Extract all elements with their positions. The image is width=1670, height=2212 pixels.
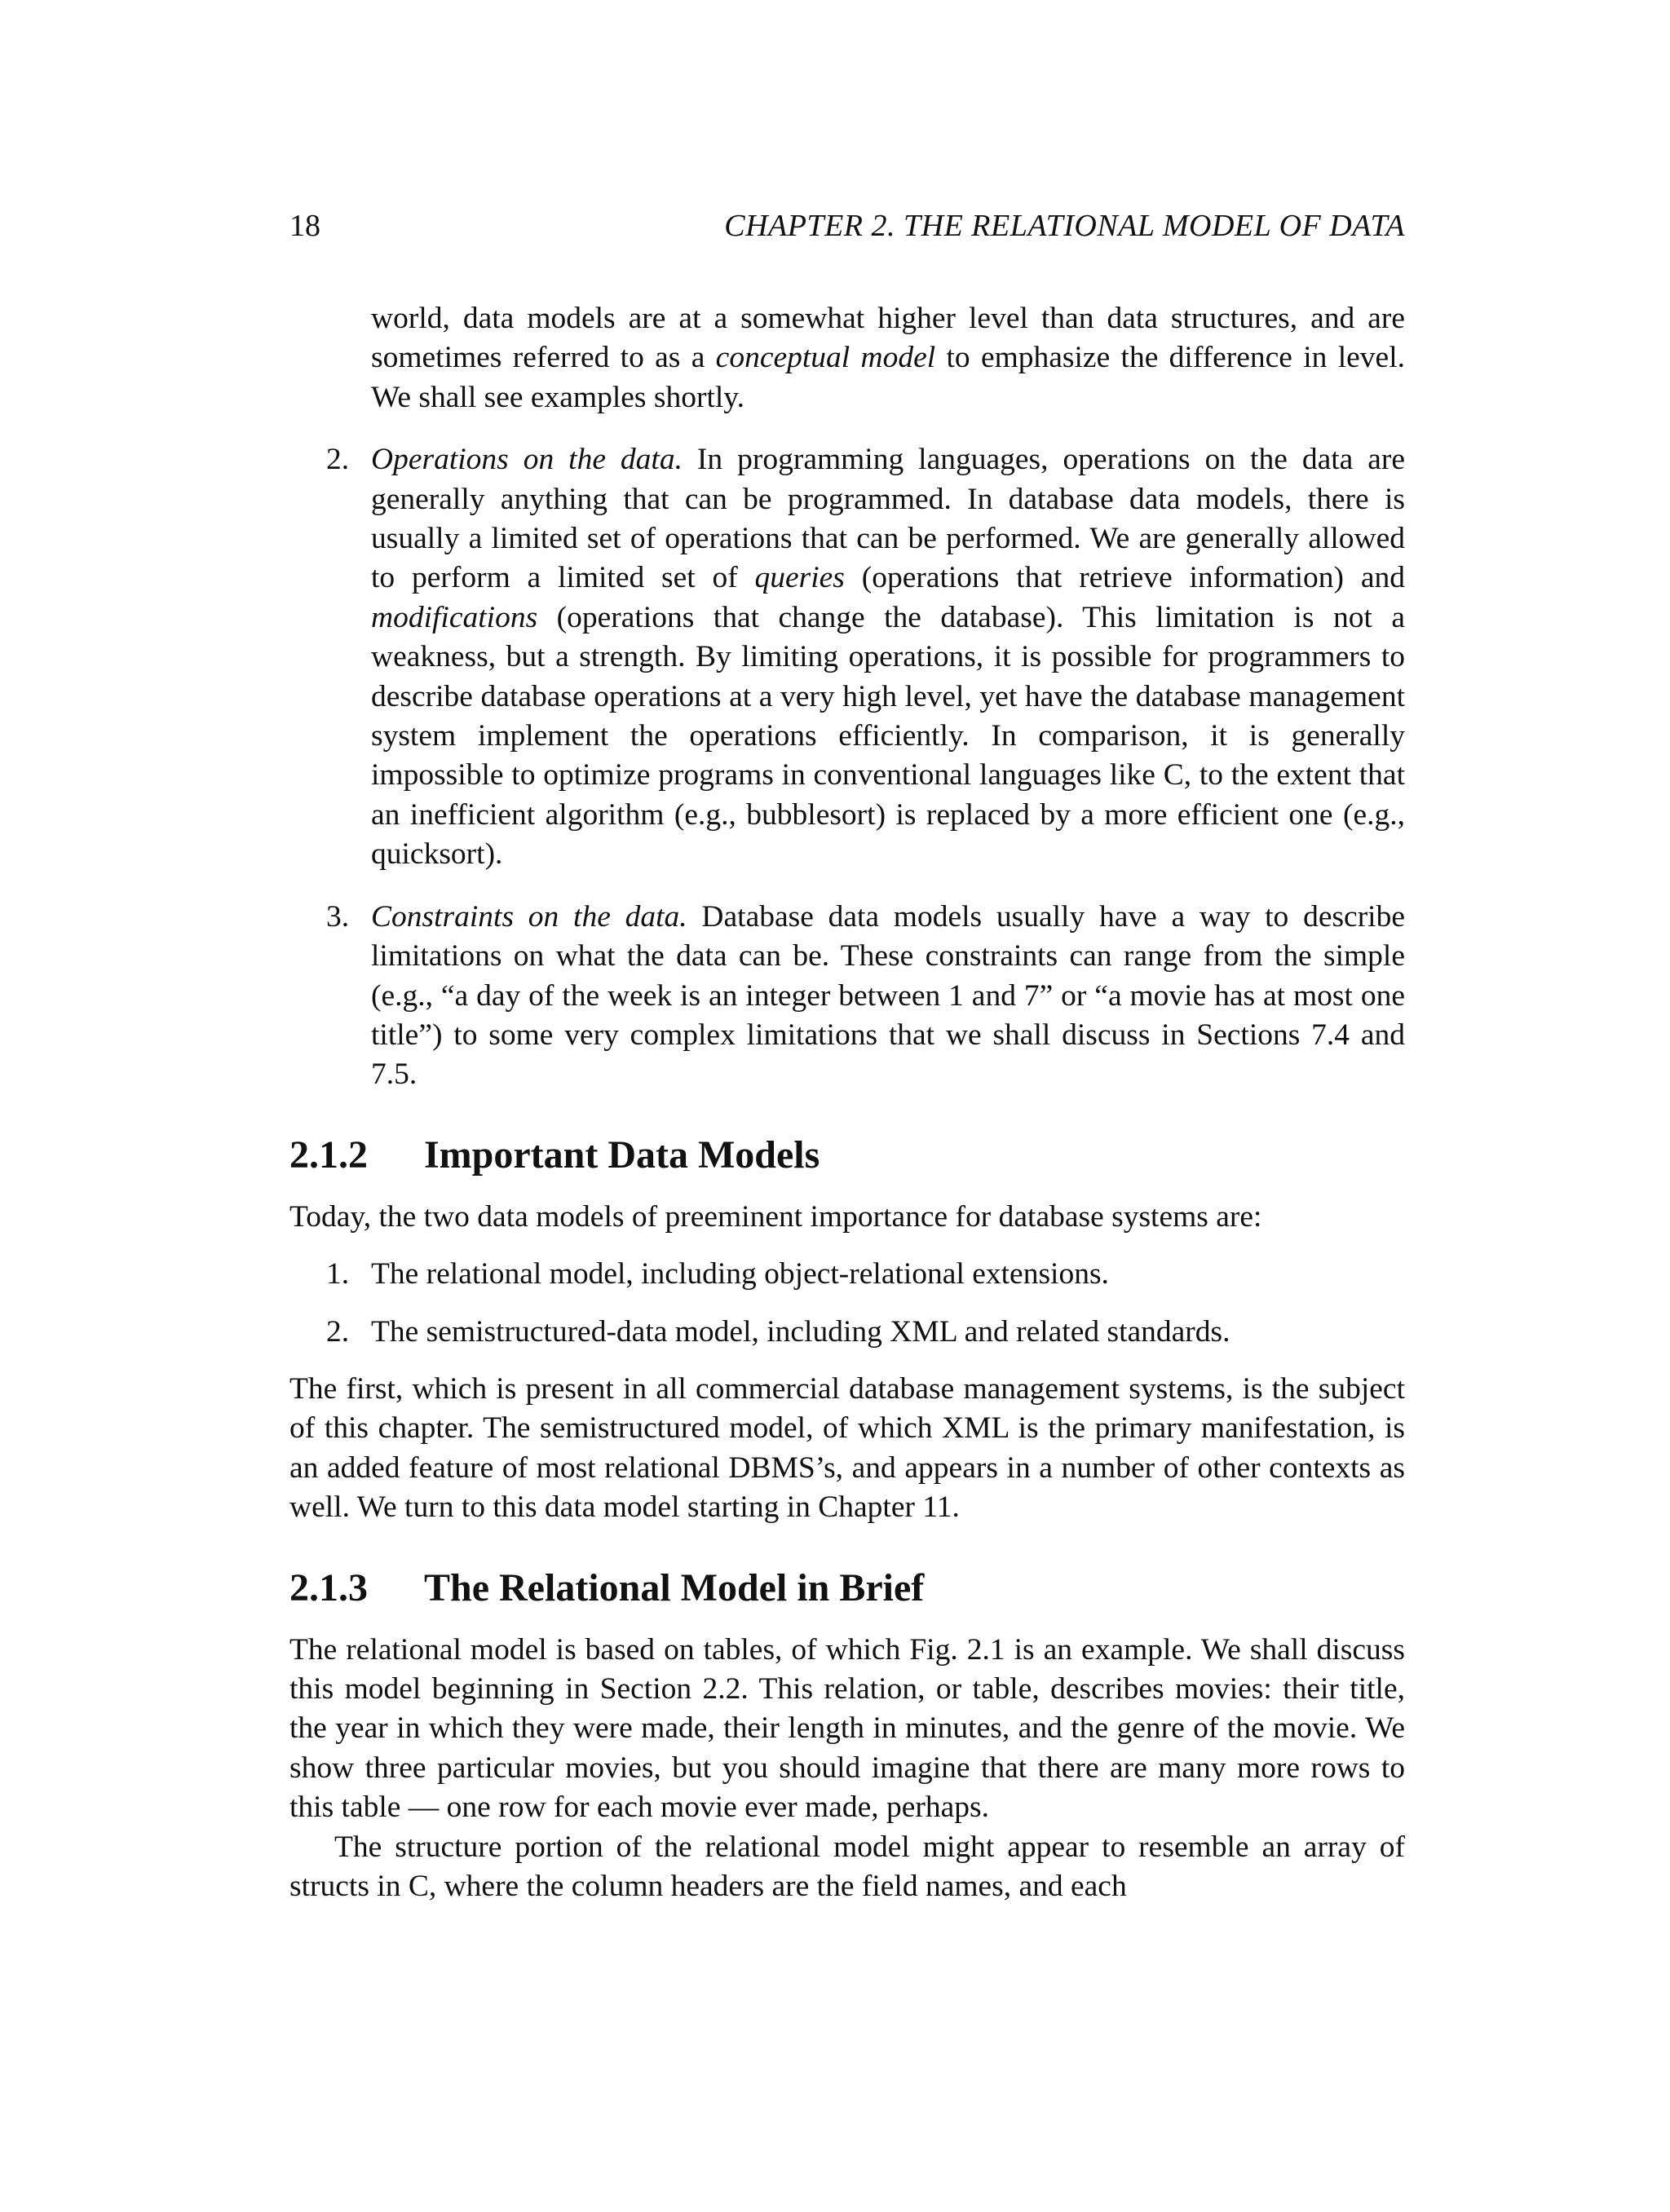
body-text (289, 299, 1405, 1906)
section-heading-2-1-3 (289, 1564, 1405, 1613)
paragraph: The first, which is present in all commercial database management systems, is the subject of this chapter. The semistructured model, of which XML is the primary manifestation, is an added feature of most relational DBMS’s, and appears in a number of other contexts as well. We turn to this data model starting in Chapter 11. (289, 1371, 1405, 1525)
list-item-title: Operations on the data. (371, 443, 683, 477)
list-number: 3. (326, 899, 350, 934)
text-run: In programming languages, operations on the data are generally anything that can be programmed. In database data models, there is usually a limited set of operations that can be performed. We are generally allowed to perform a limited set of (371, 443, 1405, 595)
list-item-text: The semistructured-data model, including XML and related standards. (371, 1314, 1230, 1349)
text-run: world, data models are at a somewhat higher level than data structures, and are sometimes referred to as a (371, 302, 1405, 375)
emphasis-modifications: modifications (371, 600, 538, 634)
text-run: Database data models usually have a way to describe limitations on what the data can be. These constraints can range from the simple (e.g., “a day of the week is an integer between 1 and 7” or “a movie has at most one title”) to some very complex limitations that we shall discuss in Sections 7.4 and 7.5. (371, 899, 1405, 1092)
list-item-text (371, 898, 1405, 1095)
chapter-title: CHAPTER 2. THE RELATIONAL MODEL OF DATA (724, 209, 1405, 243)
list-item-operations (289, 440, 1405, 874)
section-intro: Today, the two data models of preeminent importance for database systems are: (289, 1199, 1262, 1234)
list-item (289, 1255, 1405, 1294)
section-title: The Relational Model in Brief (424, 1565, 925, 1609)
text-run: (operations that retrieve information) and (844, 561, 1405, 595)
list-number: 1. (326, 1257, 350, 1291)
data-model-list (289, 1255, 1405, 1352)
list-item (289, 1313, 1405, 1352)
list-item-title: Constraints on the data. (371, 899, 687, 934)
list-item-constraints (289, 898, 1405, 1095)
text-run: to emphasize the difference in level. We shall see examples shortly. (371, 341, 1405, 414)
paragraph: The structure portion of the relational model might appear to resemble an array of structs in C, where the column headers are the field names, and each (289, 1830, 1405, 1903)
emphasis-conceptual-model: conceptual model (715, 341, 936, 375)
list-number: 2. (326, 443, 350, 477)
section-heading-2-1-2 (289, 1131, 1405, 1180)
list-item-1-continuation (289, 299, 1405, 417)
text-run: (operations that change the database). This limitation is not a weakness, but a strength. By limiting operations, it is possible for programmers to describe database operations at a very high level, yet have the database management system implement the operations efficiently. In comparison, it is generally impossible to optimize programs in conventional languages like C, to the extent that an inefficient algorithm (e.g., bubblesort) is replaced by a more efficient one (e.g., quicksort). (371, 600, 1405, 872)
list-number: 2. (326, 1314, 350, 1349)
running-head (289, 205, 1405, 246)
page-number: 18 (289, 209, 320, 243)
section-number: 2.1.2 (289, 1132, 368, 1177)
list-item-text (371, 440, 1405, 874)
emphasis-queries: queries (754, 561, 845, 595)
section-number: 2.1.3 (289, 1565, 368, 1609)
paragraph: The relational model is based on tables, of which Fig. 2.1 is an example. We shall discuss this model beginning in Section 2.2. This relation, or table, describes movies: their title, the year in which they were made, their length in minutes, and the genre of the movie. We show three particular movies, but you should imagine that there are many more rows to this table — one row for each movie ever made, perhaps. (289, 1632, 1405, 1825)
section-title: Important Data Models (424, 1132, 820, 1177)
list-item-text: The relational model, including object-relational extensions. (371, 1257, 1109, 1291)
